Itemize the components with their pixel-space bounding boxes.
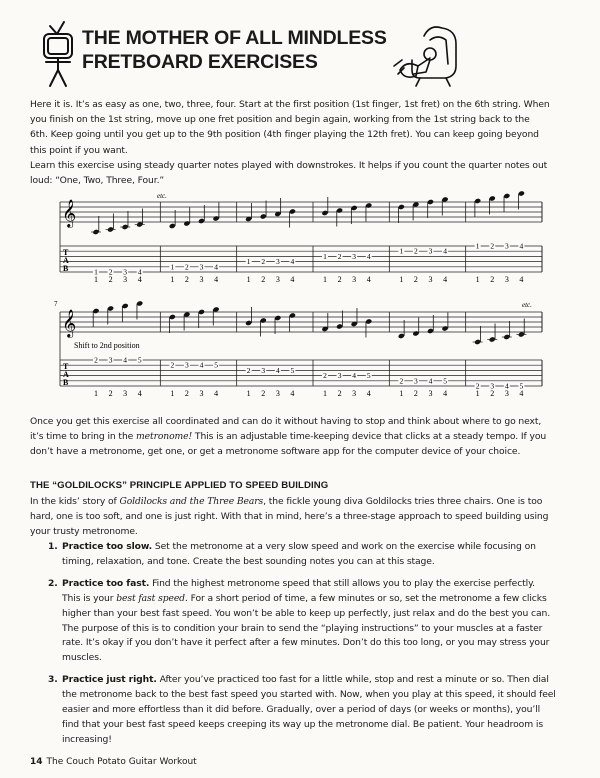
tab-letter: B [63, 264, 69, 273]
tv-figure-illustration [32, 12, 82, 92]
music-system-2 [54, 296, 544, 408]
etc-label: etc. [522, 301, 532, 309]
step-text: After you’ve practiced too fast for a little while, stop and rest a minute or so. Then dial the metronome back to the best fast speed you started with. Now, when you play at this speed, it should feel easier and more effortless than it did before. Gradually, over a period of days (or weeks or months), you’ll find that your best fast speed keeps creeping its way up the metronome dial. Be patient. Your headroom is increasing! [62, 674, 556, 745]
fingering-number: 4 [290, 389, 295, 398]
fingering-number: 4 [214, 275, 219, 284]
fingering-number: 1 [94, 275, 98, 284]
fingering-number: 4 [214, 389, 219, 398]
fingering-number: 4 [519, 389, 524, 398]
fret-number: 2 [108, 267, 113, 277]
fret-number: 5 [214, 360, 218, 370]
metronome-paragraph [30, 414, 550, 460]
fret-number: 3 [414, 376, 418, 386]
fret-number: 2 [475, 381, 480, 391]
fingering-number: 1 [399, 389, 404, 398]
fret-number: 2 [185, 262, 189, 272]
step-item [48, 540, 556, 570]
book-title: The Couch Potato Guitar Workout [46, 757, 197, 767]
fret-number: 3 [261, 365, 266, 375]
fingering-number: 1 [246, 389, 251, 398]
step-item [48, 577, 556, 666]
fret-number: 5 [290, 365, 295, 375]
fret-number: 3 [490, 381, 495, 391]
goldilocks-text-1: In the kids’ story of [30, 496, 120, 507]
goldilocks-emphasis: Goldilocks and the Three Bears [119, 496, 264, 507]
fingering-number: 2 [490, 389, 495, 398]
metronome-emphasis: metronome! [136, 431, 193, 443]
goldilocks-paragraph [30, 494, 550, 540]
treble-clef: 𝄞 [62, 311, 77, 337]
tab-letter: A [63, 370, 69, 379]
fingering-number: 3 [504, 275, 509, 284]
tab-letter: B [63, 378, 69, 387]
page-number: 14 [30, 757, 43, 767]
fret-number: 2 [323, 371, 327, 381]
fret-number: 4 [275, 365, 280, 375]
step-text-after: For a short period of time, a few minutes or so, set the metronome a few clicks higher than your best fast speed. You won’t be able to keep up perfectly, just relax and do the best you can. The purpose of this is to condition your brain to send the “playing instructions” to your muscles at a faster rate. It’s okay if you don’t have it perfect after a few minutes. Don’t do this too long, or you may stress your muscles. [62, 592, 551, 664]
step-heading: Practice too slow. [62, 541, 153, 552]
etc-label: etc. [157, 192, 167, 200]
fret-number: 3 [185, 360, 189, 370]
fret-number: 2 [337, 251, 342, 261]
fingering-number: 2 [108, 275, 113, 284]
fingering-number: 2 [413, 275, 418, 284]
music-system-1 [54, 188, 544, 293]
fingering-number: 3 [352, 275, 357, 284]
fret-number: 5 [366, 371, 371, 381]
fingering-number: 2 [261, 389, 266, 398]
fingering-number: 2 [184, 389, 189, 398]
fret-number: 5 [443, 376, 447, 386]
fingering-number: 3 [428, 275, 433, 284]
fret-number: 3 [199, 262, 204, 272]
step-emphasis: best fast speed. [116, 592, 188, 604]
intro-paragraph: Here it is. It’s as easy as one, two, three, four. Start at the first position (1st finger, 1st fret) on the 6th string. When you finish on the 1st string, move up one fret position and begin again, working from the 1st string back to the 6th. Keep going until you get up to the 9th position (4th finger playing the 12th fret). You can keep going beyond this point if you want. [30, 99, 550, 156]
learn-paragraph: Learn this exercise using steady quarter notes played with downstrokes. It helps if you count the quarter notes out loud: “One, Two, Three, Four.” [30, 160, 548, 187]
tab-letter: T [63, 362, 69, 371]
fret-number: 1 [170, 262, 175, 272]
goldilocks-text-2: , the fickle young diva Goldilocks tries three chairs. One is too hard, one is too soft, and one is just right. With that in mind, here’s a three-stage approach to speed building using your trusty metronome. [30, 496, 549, 538]
fingering-number: 4 [366, 275, 371, 284]
step-number: 3. [48, 674, 58, 686]
fingering-number: 1 [399, 275, 404, 284]
fret-number: 4 [290, 257, 295, 267]
fingering-number: 4 [519, 275, 524, 284]
tab-letter: T [63, 248, 69, 257]
step-text: Find the highest metronome speed that still allows you to play the exercise perfectly. This is your [62, 577, 535, 604]
fret-number: 4 [428, 376, 433, 386]
shift-label: Shift to 2nd position [74, 341, 140, 350]
fret-number: 2 [261, 257, 266, 267]
fret-number: 3 [108, 355, 113, 365]
measure-number: 7 [54, 300, 58, 308]
fret-number: 4 [519, 241, 524, 251]
fret-number: 3 [123, 267, 128, 277]
fret-number: 3 [504, 241, 509, 251]
title-line-1: THE MOTHER OF ALL MINDLESS [82, 27, 387, 49]
page-footer [30, 757, 197, 767]
fingering-number: 3 [275, 275, 280, 284]
fret-number: 2 [94, 355, 98, 365]
fingering-number: 4 [443, 389, 448, 398]
fingering-number: 3 [123, 275, 128, 284]
fingering-number: 3 [352, 389, 357, 398]
fret-number: 2 [399, 376, 404, 386]
fingering-number: 1 [323, 275, 327, 284]
treble-clef: 𝄞 [62, 201, 77, 227]
fret-number: 4 [214, 262, 218, 272]
fingering-number: 3 [275, 389, 280, 398]
fret-number: 5 [519, 381, 524, 391]
fingering-number: 3 [123, 389, 128, 398]
fingering-number: 4 [366, 389, 371, 398]
fingering-number: 1 [323, 389, 327, 398]
metronome-text-1: Once you get this exercise all coordinated and can do it without having to stop and think about where to go next, it’s time to bring in the [30, 416, 542, 443]
fingering-number: 2 [108, 389, 113, 398]
fingering-number: 3 [199, 389, 204, 398]
fret-number: 2 [246, 365, 251, 375]
fingering-number: 3 [199, 275, 204, 284]
section-heading: THE “GOLDILOCKS” PRINCIPLE APPLIED TO SPEED BUILDING [30, 480, 329, 491]
fret-number: 4 [504, 381, 509, 391]
fingering-number: 4 [137, 389, 142, 398]
fingering-number: 1 [475, 275, 480, 284]
fret-number: 3 [275, 257, 280, 267]
fret-number: 3 [428, 246, 433, 256]
fret-number: 2 [414, 246, 418, 256]
fingering-number: 3 [504, 389, 509, 398]
fret-number: 2 [490, 241, 495, 251]
step-text: Set the metronome at a very slow speed and work on the exercise while focusing on timing, relaxation, and tone. Create the best sounding notes you can at this stage. [62, 541, 536, 567]
title-line-2: FRETBOARD EXERCISES [82, 51, 318, 73]
fret-number: 1 [475, 241, 480, 251]
step-number: 2. [48, 577, 58, 589]
fingering-number: 2 [184, 275, 189, 284]
fret-number: 4 [137, 267, 142, 277]
fingering-number: 4 [443, 275, 448, 284]
fingering-number: 2 [413, 389, 418, 398]
fingering-number: 1 [170, 275, 175, 284]
fingering-number: 1 [246, 275, 251, 284]
fret-number: 4 [443, 246, 447, 256]
step-number: 1. [48, 541, 58, 552]
fingering-number: 1 [94, 389, 98, 398]
fret-number: 3 [337, 371, 342, 381]
fingering-number: 4 [137, 275, 142, 284]
tab-letter: A [63, 256, 69, 265]
fingering-number: 2 [337, 389, 342, 398]
fingering-number: 2 [337, 275, 342, 284]
fret-number: 5 [137, 355, 142, 365]
fret-number: 1 [323, 251, 327, 261]
fingering-number: 2 [261, 275, 266, 284]
fret-number: 4 [352, 371, 357, 381]
fret-number: 4 [199, 360, 204, 370]
fret-number: 4 [123, 355, 128, 365]
fret-number: 4 [366, 251, 371, 261]
fret-number: 1 [246, 257, 251, 267]
fingering-number: 1 [475, 389, 480, 398]
fingering-number: 4 [290, 275, 295, 284]
fingering-number: 1 [170, 389, 175, 398]
fret-number: 3 [352, 251, 357, 261]
fingering-number: 3 [428, 389, 433, 398]
fret-number: 2 [170, 360, 175, 370]
metronome-text-2: This is an adjustable time-keeping device that clicks at a steady tempo. If you don’t have a metronome, get one, or get a metronome software app for the computer device of your choice. [30, 431, 547, 458]
fingering-number: 2 [490, 275, 495, 284]
fret-number: 1 [94, 267, 98, 277]
step-heading: Practice just right. [62, 674, 157, 686]
fret-number: 1 [399, 246, 404, 256]
speed-steps-list [48, 540, 556, 755]
page-title [82, 26, 412, 74]
step-heading: Practice too fast. [62, 577, 150, 589]
step-item [48, 673, 556, 748]
